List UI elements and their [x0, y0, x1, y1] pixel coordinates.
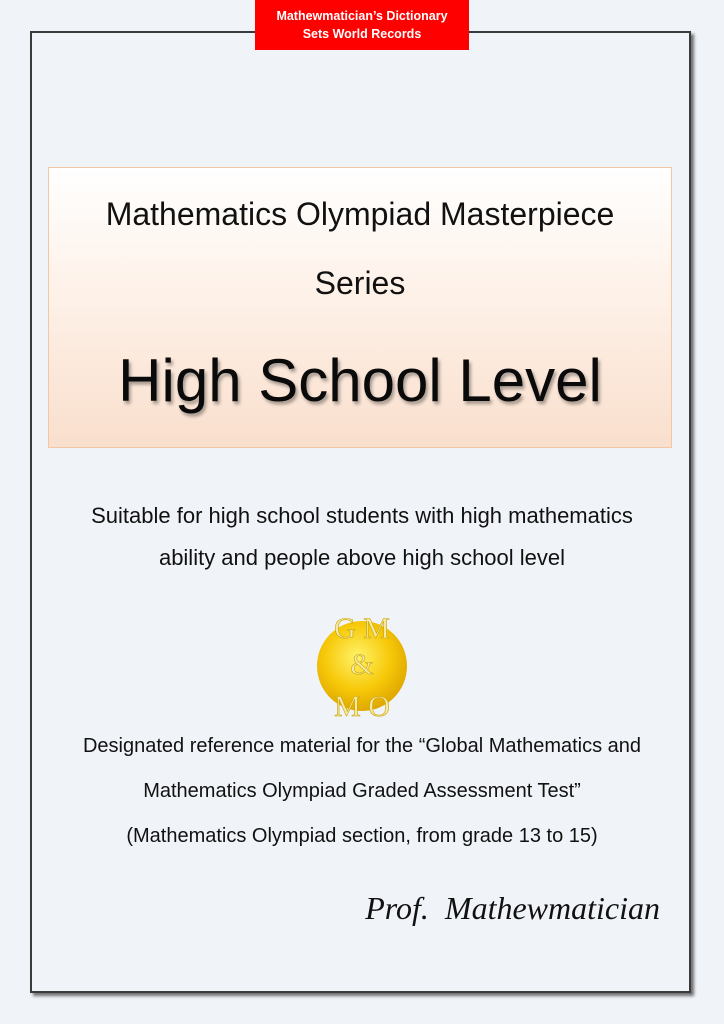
audience-line-2: ability and people above high school level: [158, 545, 566, 570]
audience-description: [34, 495, 690, 579]
gm-mo-logo: [310, 608, 414, 720]
world-records-banner: [255, 0, 469, 50]
banner-line-1: Mathewmatician’s Dictionary: [276, 9, 448, 23]
reference-line-1: Designated reference material for the “Global Mathematics and: [82, 735, 642, 757]
audience-line-1: Suitable for high school students with high mathematics: [91, 503, 633, 528]
reference-line-2: Mathematics Olympiad Graded Assessment Test”: [143, 780, 581, 802]
reference-line-3: (Mathematics Olympiad section, from grade 13 to 15): [126, 825, 598, 847]
logo-bottom-letters: M O: [334, 690, 390, 720]
series-subtitle: Series: [314, 265, 406, 301]
series-title: Mathematics Olympiad Masterpiece: [105, 196, 615, 232]
logo-ampersand: &: [350, 648, 374, 681]
title-box: [48, 167, 672, 448]
author-name: Prof. Mathewmatician: [365, 890, 660, 926]
level-title: High School Level: [118, 347, 602, 414]
banner-line-2: Sets World Records: [302, 27, 422, 41]
logo-top-letters: G M: [334, 612, 390, 645]
reference-description: [34, 724, 690, 859]
